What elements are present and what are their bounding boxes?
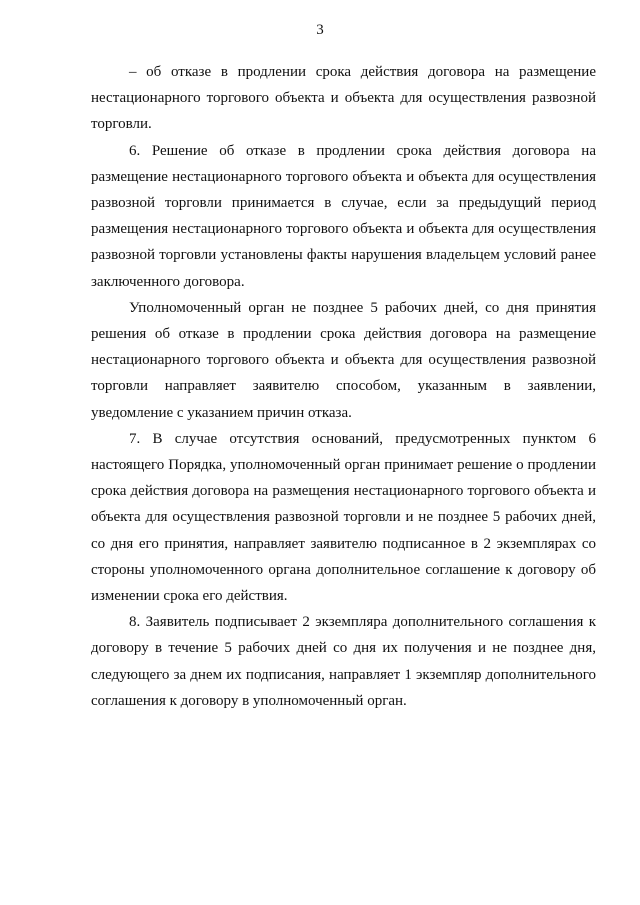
paragraph-authorized-body: Уполномоченный орган не позднее 5 рабочих дней, со дня принятия решения об отказе в продлении срока действия договора на размещение нестационарного торгового объекта и объекта для осуществления развозной торговли направляет заявителю способом, указанным в заявлении, уведомление с указанием причин отказа.: [91, 299, 596, 421]
paragraph-6: 6. Решение об отказе в продлении срока действия договора на размещение нестационарного торгового объекта и объекта для осуществления развозной торговли принимается в случае, если за предыдущий период размещения нестационарного торгового объекта и объекта для осуществления развозной торговли установлены факты нарушения владельцем условий ранее заключенного договора.: [91, 142, 596, 290]
paragraph-refusal-item: – об отказе в продлении срока действия договора на размещение нестационарного торгового объекта и объекта для осуществления развозной торговли.: [91, 64, 596, 133]
page-number: 3: [316, 22, 324, 38]
paragraph-7: 7. В случае отсутствия оснований, предусмотренных пунктом 6 настоящего Порядка, уполномоченный орган принимает решение о продлении срока действия договора на размещения нестационарного торгового объекта и объекта для осуществления развозной торговли и не позднее 5 рабочих дней, со дня его принятия, направляет заявителю подписанное в 2 экземплярах со стороны уполномоченного органа дополнительное соглашение к договору об изменении срока его действия.: [91, 430, 596, 605]
paragraph-8: 8. Заявитель подписывает 2 экземпляра дополнительного соглашения к договору в течение 5 рабочих дней со дня их получения и не позднее дня, следующего за днем их подписания, направляет 1 экземпляр дополнительного соглашения к договору в уполномоченный орган.: [91, 614, 596, 709]
document-body: [91, 59, 596, 714]
